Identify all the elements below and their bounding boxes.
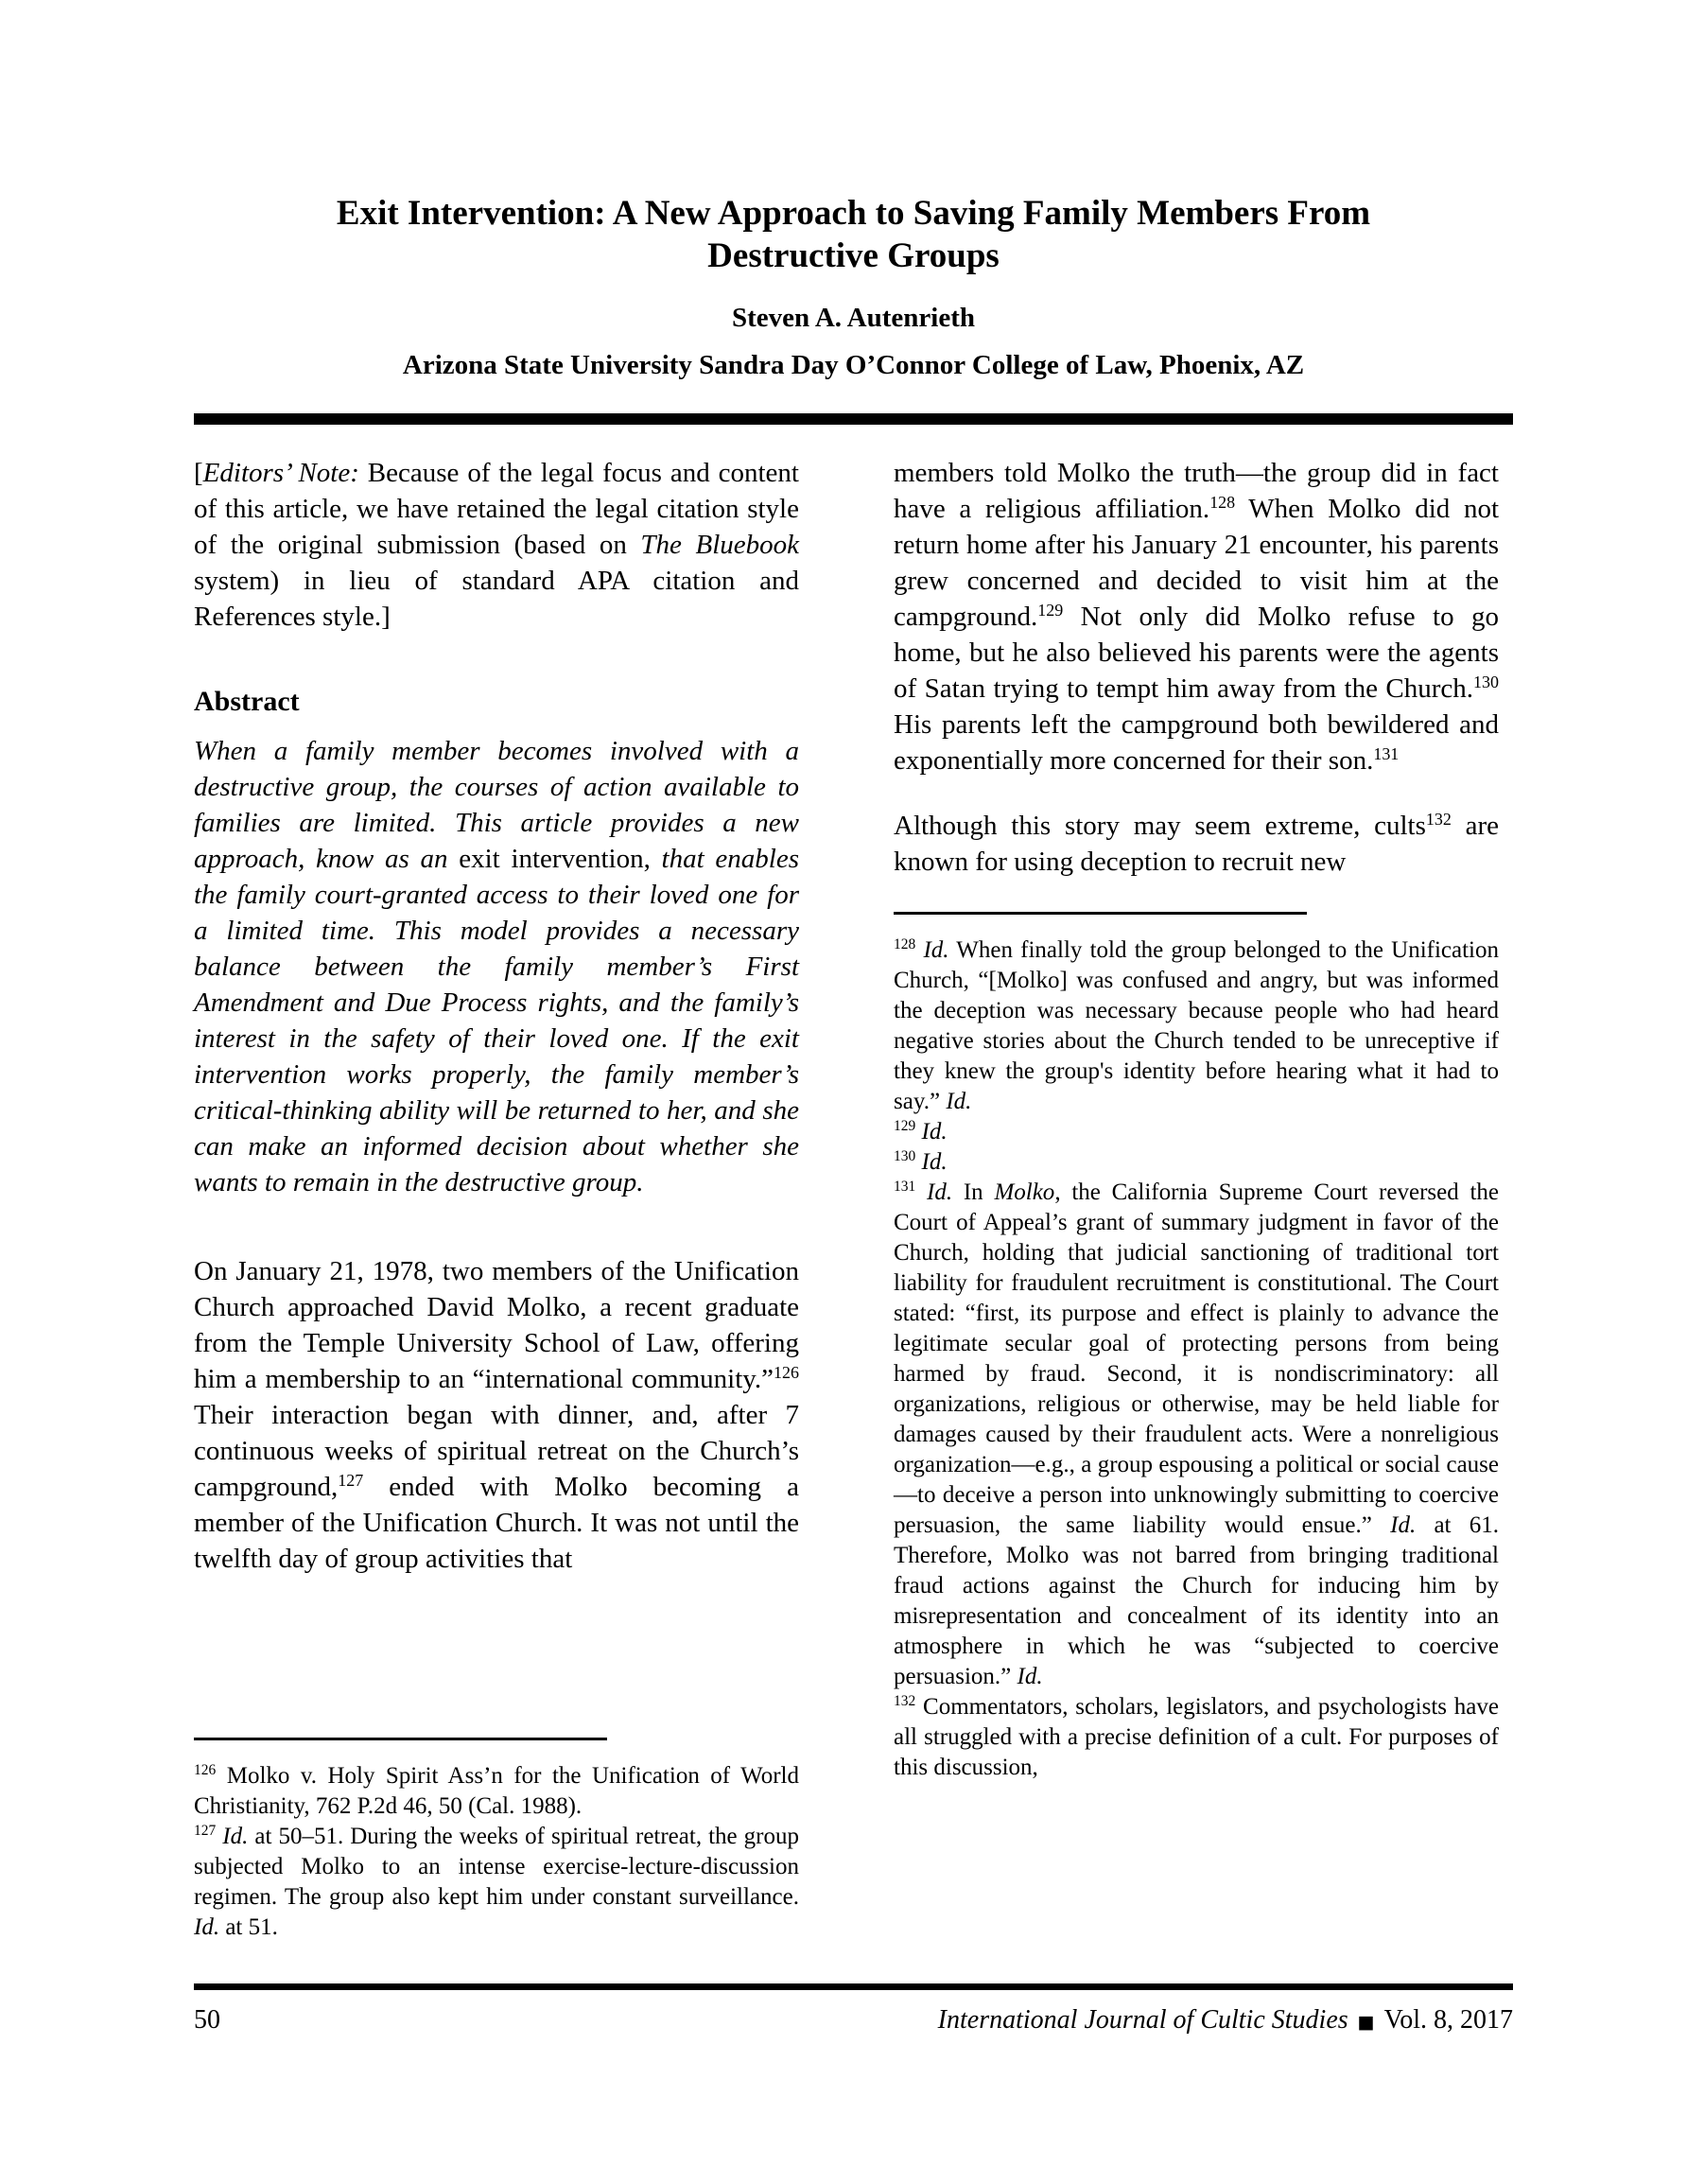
- footnote-131: $^{131}$ Id. In Molko, the California Supreme Court reversed the Court of Appeal’s grant of summary judgment in favor of the Church, holding that judicial sanctioning of traditional tort liability for fraudulent recruitment is constitutional. The Court stated: “first, its purpose and effect is plainly to advance the legitimate secular goal of protecting persons from being harmed by fraud. Second, it is nondiscriminatory: all organizations, religious or otherwise, may be held liable for damages caused by their fraudulent acts. Were a nonreligious organization—e.g., a group espousing a political or social cause—to deceive a person into unknowingly submitting to coercive persuasion, the same liability would ensue.” Id. at 61. Therefore, Molko was not barred from bringing traditional fraud actions against the Church for inducing him by misrepresentation and concealment of its identity into an atmosphere in which he was “subjected to coercive persuasion.” Id.: [894, 1179, 1500, 1689]
- article-author: Steven A. Autenrieth: [732, 303, 975, 333]
- footnote-128: $^{128}$ Id. When finally told the group belonged to the Unification Church, “[Molko] was confused and angry, but was informed the deception was necessary because people who had heard negative stories about the Church tended to be unreceptive if they knew the group's identity before hearing what it had to say.” Id.: [894, 936, 1500, 1114]
- footnote-129: $^{129}$ Id.: [894, 1118, 948, 1144]
- page-number: 50: [194, 2005, 220, 2035]
- footer-rule: [194, 1983, 1513, 1990]
- article-title: Exit Intervention: A New Approach to Saving Family Members From Destructive Groups: [336, 194, 1371, 275]
- header-divider-rule: [194, 413, 1513, 425]
- abstract-paragraph: When a family member becomes involved with a destructive group, the courses of action available to families are limited. This article provides a new approach, know as an exit intervention, that enables the family court-granted access to their loved one for a limited time. This model provides a necessary balance between the family member’s First Amendment and Due Process rights, and the family’s interest in the safety of their loved one. If the exit intervention works properly, the family member’s critical-thinking ability will be returned to her, and she can make an informed decision about whether she wants to remain in the destructive group.: [194, 736, 799, 1197]
- right-footnote-separator: [894, 912, 1307, 915]
- journal-name: International Journal of Cultic Studies: [937, 2005, 1348, 2035]
- left-footnote-separator: [194, 1738, 607, 1740]
- right-column: [894, 455, 1499, 1945]
- footnote-130: $^{130}$ Id.: [894, 1148, 948, 1175]
- right-footnote-block: [894, 912, 1499, 1783]
- article-header: [194, 0, 1513, 425]
- page-footer: [194, 2003, 1513, 2039]
- body-paragraph-continuation: members told Molko the truth—the group did in fact have a religious affiliation.$^{128}$ When Molko did not return home after his January 21 encounter, his parents grew concerned and decided to visit him at the campground.$^{129}$ Not only did Molko refuse to go home, but he also believed his parents were the agents of Satan trying to tempt him away from the Church.$^{130}$ His parents left the campground both bewildered and exponentially more concerned for their son.$^{131}$: [894, 458, 1499, 776]
- body-paragraph-although: Although this story may seem extreme, cults$^{132}$ are known for using deception to recruit new: [894, 810, 1499, 877]
- body-paragraph-intro: On January 21, 1978, two members of the Unification Church approached David Molko, a recent graduate from the Temple University School of Law, offering him a membership to an “international community.”$^{126}$ Their interaction began with dinner, and, after 7 continuous weeks of spiritual retreat on the Church’s campground,$^{127}$ ended with Molko becoming a member of the Unification Church. It was not until the twelfth day of group activities that: [194, 1256, 799, 1574]
- footnote-126: $^{126}$ Molko v. Holy Spirit Ass’n for the Unification of World Christianity, 762 P.2d 46, 50 (Cal. 1988).: [194, 1762, 799, 1819]
- editors-note-paragraph: [Editors’ Note: Because of the legal focus and content of this article, we have retained the legal citation style of the original submission (based on The Bluebook system) in lieu of standard APA citation and References style.]: [194, 458, 799, 632]
- left-footnote-block: [194, 1738, 799, 1943]
- abstract-heading: Abstract: [194, 686, 300, 717]
- volume-label: Vol. 8, 2017: [1383, 2005, 1513, 2035]
- article-affiliation: Arizona State University Sandra Day O’Connor College of Law, Phoenix, AZ: [402, 350, 1305, 380]
- left-column: [194, 455, 799, 1945]
- footnote-127: $^{127}$ Id. at 50–51. During the weeks of spiritual retreat, the group subjected Molko to an intense exercise-lecture-discussion regimen. The group also kept him under constant surveillance. Id. at 51.: [194, 1823, 799, 1940]
- two-column-layout: [194, 455, 1513, 1945]
- square-separator-icon: ■: [1357, 2012, 1375, 2033]
- footnote-132: $^{132}$ Commentators, scholars, legislators, and psychologists have all struggled with a precise definition of a cult. For purposes of this discussion,: [894, 1693, 1499, 1780]
- journal-citation: [938, 2003, 1513, 2039]
